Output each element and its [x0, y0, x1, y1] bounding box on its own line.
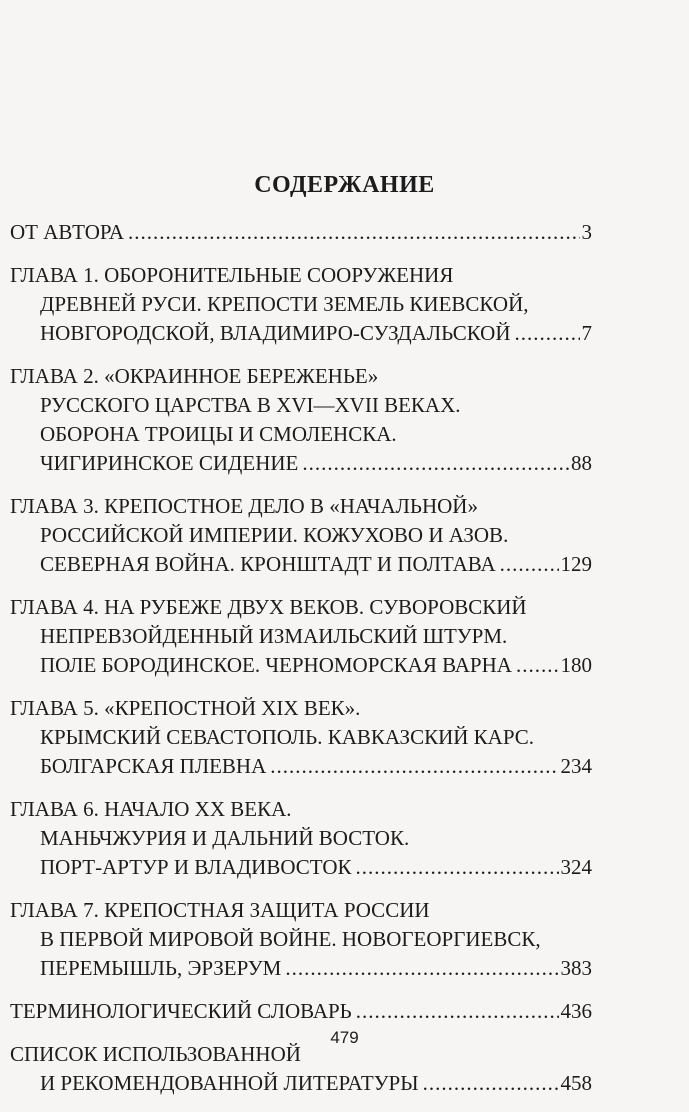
- toc-entry-line: [10, 954, 592, 983]
- toc-page-number: 436: [560, 999, 592, 1023]
- toc-entry-line: РУССКОГО ЦАРСТВА В XVI—XVII ВЕКАХ.: [40, 393, 461, 417]
- dot-leader: [285, 954, 558, 983]
- toc-entry-line: ГЛАВА 4. НА РУБЕЖЕ ДВУХ ВЕКОВ. СУВОРОВСКИЙ: [10, 595, 527, 619]
- toc-entry-line: ГЛАВА 3. КРЕПОСТНОЕ ДЕЛО В «НАЧАЛЬНОЙ»: [10, 494, 478, 518]
- page-title: СОДЕРЖАНИЕ: [254, 172, 435, 198]
- toc-entry-line: СПИСОК ИСПОЛЬЗОВАННОЙ: [10, 1042, 301, 1066]
- toc-entry: [10, 896, 592, 983]
- toc-page-number: 383: [560, 956, 592, 980]
- toc-entry: [10, 362, 592, 478]
- toc-page-number: 180: [560, 653, 592, 677]
- toc-entry-line: КРЫМСКИЙ СЕВАСТОПОЛЬ. КАВКАЗСКИЙ КАРС.: [40, 725, 535, 749]
- toc-entry-line: ГЛАВА 2. «ОКРАИННОЕ БЕРЕЖЕНЬЕ»: [10, 364, 379, 388]
- toc-entry-line: [10, 997, 592, 1026]
- toc-entry-line: ГЛАВА 5. «КРЕПОСТНОЙ XIX ВЕК».: [10, 696, 361, 720]
- toc-entry: [10, 694, 592, 781]
- table-of-contents: [10, 218, 592, 1112]
- toc-entry-line: НЕПРЕВЗОЙДЕННЫЙ ИЗМАИЛЬСКИЙ ШТУРМ.: [40, 624, 508, 648]
- toc-entry-line: [10, 752, 592, 781]
- toc-entry-line: [10, 1069, 592, 1098]
- toc-entry-line: ДРЕВНЕЙ РУСИ. КРЕПОСТИ ЗЕМЕЛЬ КИЕВСКОЙ,: [40, 292, 529, 316]
- dot-leader: [356, 853, 559, 882]
- toc-page-number: 234: [560, 754, 592, 778]
- toc-entry-line: ГЛАВА 1. ОБОРОНИТЕЛЬНЫЕ СООРУЖЕНИЯ: [10, 263, 454, 287]
- dot-leader: [356, 997, 559, 1026]
- toc-entry-text: ЧИГИРИНСКОЕ СИДЕНИЕ: [40, 451, 299, 475]
- toc-entry: [10, 795, 592, 882]
- toc-entry-text: СЕВЕРНАЯ ВОЙНА. КРОНШТАДТ И ПОЛТАВА: [40, 552, 496, 576]
- toc-entry-line: ОБОРОНА ТРОИЦЫ И СМОЛЕНСКА.: [40, 422, 397, 446]
- toc-entry-line: [10, 218, 592, 247]
- toc-entry-line: ГЛАВА 6. НАЧАЛО XX ВЕКА.: [10, 797, 292, 821]
- toc-entry: [10, 593, 592, 680]
- toc-entry-line: [10, 651, 592, 680]
- toc-entry-text: ОТ АВТОРА: [10, 220, 125, 244]
- toc-entry: [10, 997, 592, 1026]
- toc-entry-line: МАНЬЧЖУРИЯ И ДАЛЬНИЙ ВОСТОК.: [40, 826, 410, 850]
- page-number: 479: [330, 1028, 359, 1047]
- toc-entry-text: БОЛГАРСКАЯ ПЛЕВНА: [40, 754, 267, 778]
- toc-page-number: 324: [560, 855, 592, 879]
- toc-page-number: 88: [571, 451, 592, 475]
- toc-entry-line: РОССИЙСКОЙ ИМПЕРИИ. КОЖУХОВО И АЗОВ.: [40, 523, 509, 547]
- dot-leader: [128, 218, 579, 247]
- toc-entry-text: НОВГОРОДСКОЙ, ВЛАДИМИРО-СУЗДАЛЬСКОЙ: [40, 321, 511, 345]
- toc-entry-text: ТЕРМИНОЛОГИЧЕСКИЙ СЛОВАРЬ: [10, 999, 352, 1023]
- dot-leader: [302, 449, 569, 478]
- toc-entry-text: ПОЛЕ БОРОДИНСКОЕ. ЧЕРНОМОРСКАЯ ВАРНА: [40, 653, 512, 677]
- toc-entry-line: ГЛАВА 7. КРЕПОСТНАЯ ЗАЩИТА РОССИИ: [10, 898, 430, 922]
- toc-entry-text: ПОРТ-АРТУР И ВЛАДИВОСТОК: [40, 855, 352, 879]
- toc-entry-line: [10, 550, 592, 579]
- toc-page-number: 129: [560, 552, 592, 576]
- toc-entry: [10, 1040, 592, 1098]
- dot-leader: [516, 651, 559, 680]
- toc-entry: [10, 261, 592, 348]
- toc-entry: [10, 218, 592, 247]
- dot-leader: [515, 319, 580, 348]
- toc-entry: [10, 492, 592, 579]
- toc-page-number: 458: [560, 1071, 592, 1095]
- toc-entry-line: [10, 449, 592, 478]
- toc-entry-line: [10, 853, 592, 882]
- dot-leader: [270, 752, 558, 781]
- toc-page-number: 7: [581, 321, 592, 345]
- dot-leader: [500, 550, 559, 579]
- dot-leader: [423, 1069, 559, 1098]
- toc-entry-text: И РЕКОМЕНДОВАННОЙ ЛИТЕРАТУРЫ: [40, 1071, 419, 1095]
- toc-entry-text: ПЕРЕМЫШЛЬ, ЭРЗЕРУМ: [40, 956, 282, 980]
- toc-page-number: 3: [581, 220, 592, 244]
- toc-entry-line: [10, 319, 592, 348]
- toc-entry-line: В ПЕРВОЙ МИРОВОЙ ВОЙНЕ. НОВОГЕОРГИЕВСК,: [40, 927, 541, 951]
